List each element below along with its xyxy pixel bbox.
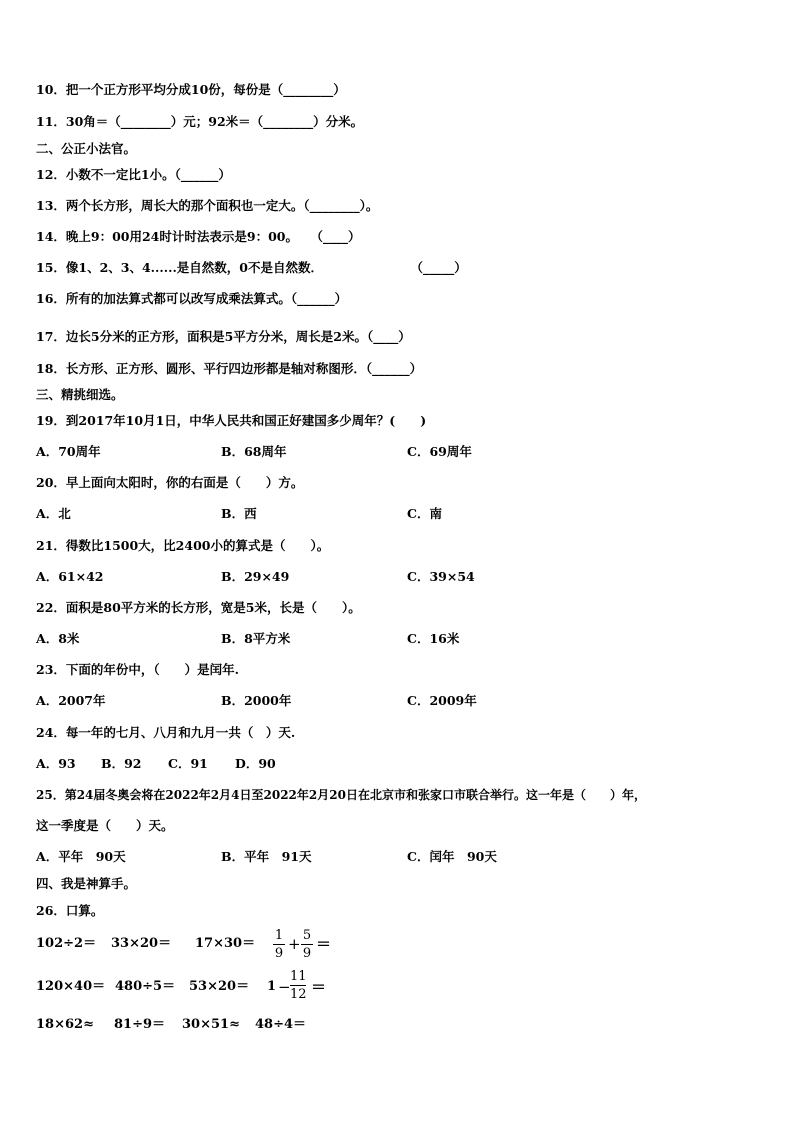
question-25-line-1: 25．第24届冬奥会将在2022年2月4日至2022年2月20日在北京市和张家口市联合举行。这一年是（ ）年， bbox=[36, 788, 646, 802]
q23-option-a[interactable]: A．2007年 bbox=[36, 693, 106, 708]
q21-option-b[interactable]: B．29×49 bbox=[221, 569, 290, 584]
calc-item: 33×20＝ bbox=[111, 936, 172, 951]
q20-option-b[interactable]: B．西 bbox=[221, 506, 257, 521]
q19-option-a[interactable]: A．70周年 bbox=[36, 444, 101, 459]
q22-option-b[interactable]: B．8平方米 bbox=[221, 631, 291, 646]
calc-item: 48÷4＝ bbox=[255, 1017, 307, 1032]
fraction-denominator: 9 bbox=[274, 946, 284, 961]
question-21: 21．得数比1500大，比2400小的算式是（ ）。 bbox=[36, 538, 330, 553]
question-20: 20．早上面向太阳时，你的右面是（ ）方。 bbox=[36, 475, 304, 490]
question-16: 16．所有的加法算式都可以改写成乘法算式。（______） bbox=[36, 291, 348, 306]
question-26: 26．口算。 bbox=[36, 903, 104, 918]
question-15: 15．像1、2、3、4......是自然数，0不是自然数． （_____） bbox=[36, 260, 467, 275]
q24-option-a[interactable]: A．93 bbox=[36, 756, 76, 771]
q23-option-b[interactable]: B．2000年 bbox=[221, 693, 292, 708]
question-14: 14．晚上9：00用24时计时法表示是9：00。 （____） bbox=[36, 229, 361, 244]
fraction-one-ninth bbox=[273, 928, 285, 961]
calc-item: 81÷9＝ bbox=[114, 1017, 166, 1032]
plus-sign: + bbox=[288, 935, 301, 953]
fraction-eleven-twelfths bbox=[290, 969, 307, 1002]
fraction-numerator: 1 bbox=[274, 928, 284, 943]
fraction-bar bbox=[273, 944, 285, 945]
fraction-denominator: 12 bbox=[290, 987, 307, 1002]
q25-option-a[interactable]: A．平年 90天 bbox=[36, 849, 126, 864]
q21-option-c[interactable]: C．39×54 bbox=[407, 569, 475, 584]
question-11: 11．30角＝（________）元；92米＝（________）分米。 bbox=[36, 114, 364, 129]
calc-item: 480÷5＝ bbox=[115, 979, 176, 994]
q21-option-a[interactable]: A．61×42 bbox=[36, 569, 104, 584]
equals-sign: ＝ bbox=[311, 978, 327, 996]
section-heading-3: 三、精挑细选。 bbox=[36, 387, 124, 402]
fraction-bar bbox=[301, 944, 313, 945]
fraction-numerator: 11 bbox=[290, 969, 307, 984]
calc-item: 53×20＝ bbox=[189, 979, 250, 994]
q24-option-b[interactable]: B．92 bbox=[101, 756, 142, 771]
calc-item: 18×62≈ bbox=[36, 1017, 94, 1032]
q19-option-b[interactable]: B．68周年 bbox=[221, 444, 287, 459]
q25-option-c[interactable]: C．闰年 90天 bbox=[407, 849, 497, 864]
equals-sign: ＝ bbox=[316, 935, 332, 953]
question-22: 22．面积是80平方米的长方形，宽是5米，长是（ ）。 bbox=[36, 600, 361, 615]
q25-option-b[interactable]: B．平年 91天 bbox=[221, 849, 312, 864]
q19-option-c[interactable]: C．69周年 bbox=[407, 444, 472, 459]
calc-item: 30×51≈ bbox=[182, 1017, 240, 1032]
fraction-bar bbox=[290, 985, 306, 986]
question-25-line-2: 这一季度是（ ）天。 bbox=[36, 818, 174, 833]
minus-sign: − bbox=[278, 978, 291, 996]
q23-option-c[interactable]: C．2009年 bbox=[407, 693, 477, 708]
calc-item: 102÷2＝ bbox=[36, 936, 97, 951]
question-12: 12．小数不一定比1小。（______） bbox=[36, 167, 231, 182]
question-17: 17．边长5分米的正方形，面积是5平方分米，周长是2米。（____） bbox=[36, 329, 411, 344]
question-24: 24．每一年的七月、八月和九月一共（ ）天. bbox=[36, 725, 296, 740]
question-19: 19．到2017年10月1日，中华人民共和国正好建国多少周年？( ) bbox=[36, 413, 427, 428]
fraction-numerator: 5 bbox=[302, 928, 312, 943]
fraction-five-ninths bbox=[301, 928, 313, 961]
q24-option-d[interactable]: D．90 bbox=[235, 756, 276, 771]
section-heading-4: 四、我是神算手。 bbox=[36, 876, 137, 891]
q22-option-c[interactable]: C．16米 bbox=[407, 631, 460, 646]
question-10: 10．把一个正方形平均分成10份，每份是（________） bbox=[36, 82, 346, 97]
calc-number-one: 1 bbox=[267, 979, 277, 994]
question-18: 18．长方形、正方形、圆形、平行四边形都是轴对称图形．（______） bbox=[36, 361, 423, 376]
question-13: 13．两个长方形，周长大的那个面积也一定大。（________）。 bbox=[36, 198, 379, 213]
fraction-denominator: 9 bbox=[302, 946, 312, 961]
calc-item: 17×30＝ bbox=[195, 936, 256, 951]
q22-option-a[interactable]: A．8米 bbox=[36, 631, 80, 646]
section-heading-2: 二、公正小法官。 bbox=[36, 141, 137, 156]
q20-option-c[interactable]: C．南 bbox=[407, 506, 442, 521]
calc-item: 120×40＝ bbox=[36, 979, 106, 994]
question-23: 23．下面的年份中，（ ）是闰年. bbox=[36, 662, 239, 677]
q20-option-a[interactable]: A．北 bbox=[36, 506, 71, 521]
q24-option-c[interactable]: C．91 bbox=[168, 756, 208, 771]
